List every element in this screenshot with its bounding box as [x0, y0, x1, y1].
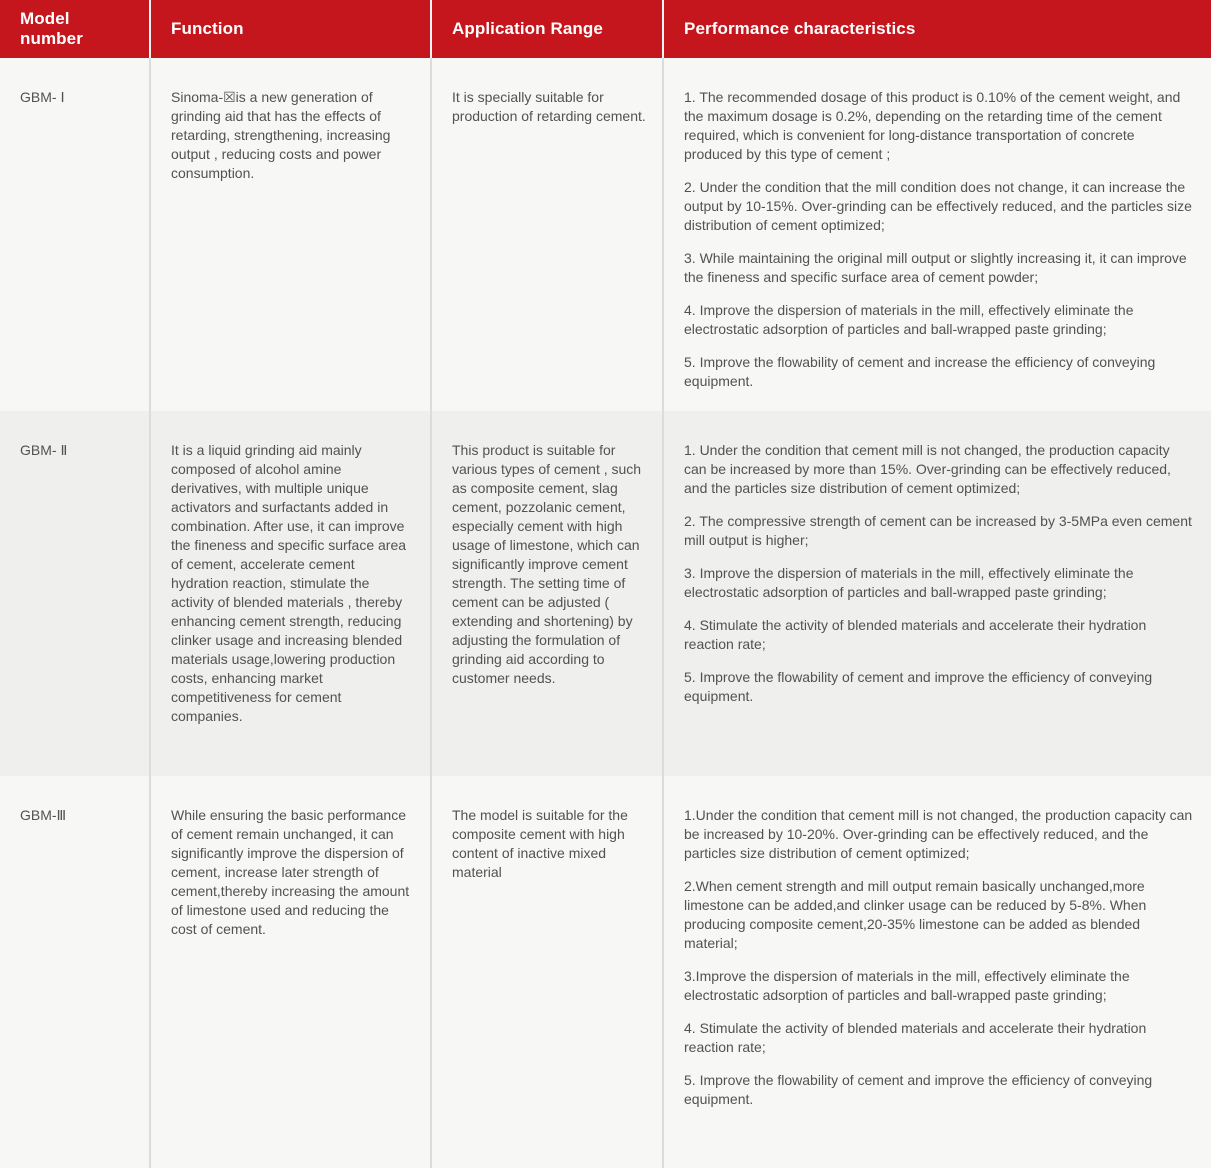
model-number-cell: GBM- Ⅱ — [20, 442, 68, 458]
performance-item: 1. Under the condition that cement mill is not changed, the production capacity can be increased by more than 15%. Over-grinding can be effectively reduced, and the particles size distribution of cement optimized; — [684, 442, 1171, 496]
function-cell: Sinoma-☒is a new generation of grinding aid that has the effects of retarding, strengthening, increasing output , reducing costs and power consumption. — [149, 58, 430, 411]
performance-item: 4. Stimulate the activity of blended materials and accelerate their hydration reaction rate; — [684, 1020, 1147, 1055]
performance-item: 3.Improve the dispersion of materials in the mill, effectively eliminate the electrostatic adsorption of particles and ball-wrapped paste grinding; — [684, 968, 1130, 1003]
performance-item: 5. Improve the flowability of cement and improve the efficiency of conveying equipment. — [684, 1072, 1153, 1107]
table-header-row — [0, 0, 1211, 58]
column-header-model-number: Model number — [20, 9, 83, 48]
application-range-cell: This product is suitable for various types of cement , such as composite cement, slag cement, pozzolanic cement, especially cement with high usage of limestone, which can significantly improve cement strength. The setting time of cement can be adjusted ( extending and shortening) by adjusting the formulation of grinding aid according to customer needs. — [430, 411, 662, 776]
performance-item: 1. The recommended dosage of this product is 0.10% of the cement weight, and the maximum dosage is 0.2%, depending on the retarding time of the cement required, which is convenient for long-distance transportation of concrete produced by this type of cement ; — [684, 89, 1181, 162]
performance-cell — [662, 58, 1211, 411]
performance-item: 4. Stimulate the activity of blended materials and accelerate their hydration reaction rate; — [684, 617, 1147, 652]
performance-item: 4. Improve the dispersion of materials in the mill, effectively eliminate the electrostatic adsorption of particles and ball-wrapped paste grinding; — [684, 302, 1134, 337]
function-cell: It is a liquid grinding aid mainly composed of alcohol amine derivatives, with multiple unique activators and surfactants added in combination. After use, it can improve the fineness and specific surface area of cement, accelerate cement hydration reaction, stimulate the activity of blended materials , thereby enhancing cement strength, reducing clinker usage and increasing blended materials usage,lowering production costs, enhancing market competitiveness for cement companies. — [149, 411, 430, 776]
model-number-cell: GBM-Ⅲ — [20, 807, 67, 823]
application-range-cell: The model is suitable for the composite cement with high content of inactive mixed material — [430, 776, 662, 1168]
column-header-performance-characteristics: Performance characteristics — [662, 0, 1211, 58]
performance-item: 2. Under the condition that the mill condition does not change, it can increase the output by 10-15%. Over-grinding can be effectively reduced, and the particles size distribution of cement optimized; — [684, 179, 1192, 233]
performance-cell — [662, 776, 1211, 1168]
performance-item: 5. Improve the flowability of cement and increase the efficiency of conveying equipment. — [684, 354, 1156, 389]
performance-item: 2.When cement strength and mill output remain basically unchanged,more limestone can be added,and clinker usage can be reduced by 5-8%. When producing composite cement,20-35% limestone can be added as blended material; — [684, 878, 1147, 951]
performance-item: 5. Improve the flowability of cement and improve the efficiency of conveying equipment. — [684, 669, 1153, 704]
performance-cell — [662, 411, 1211, 776]
table-row-gbm-2 — [0, 411, 1211, 776]
performance-item: 1.Under the condition that cement mill is not changed, the production capacity can be increased by 10-20%. Over-grinding can be effectively reduced, and the particles size distribution of cement optimized; — [684, 807, 1193, 861]
table-row-gbm-1 — [0, 58, 1211, 411]
performance-item: 3. While maintaining the original mill output or slightly increasing it, it can improve the fineness and specific surface area of cement powder; — [684, 250, 1187, 285]
application-range-cell: It is specially suitable for production of retarding cement. — [430, 58, 662, 411]
model-number-cell: GBM- Ⅰ — [20, 89, 65, 105]
performance-item: 2. The compressive strength of cement can be increased by 3-5MPa even cement mill output is higher; — [684, 513, 1192, 548]
column-header-function: Function — [149, 0, 430, 58]
column-header-application-range: Application Range — [430, 0, 662, 58]
function-cell: While ensuring the basic performance of cement remain unchanged, it can significantly improve the dispersion of cement, increase later strength of cement,thereby increasing the amount of limestone used and reducing the cost of cement. — [149, 776, 430, 1168]
performance-item: 3. Improve the dispersion of materials in the mill, effectively eliminate the electrostatic adsorption of particles and ball-wrapped paste grinding; — [684, 565, 1134, 600]
table-row-gbm-3 — [0, 776, 1211, 1168]
